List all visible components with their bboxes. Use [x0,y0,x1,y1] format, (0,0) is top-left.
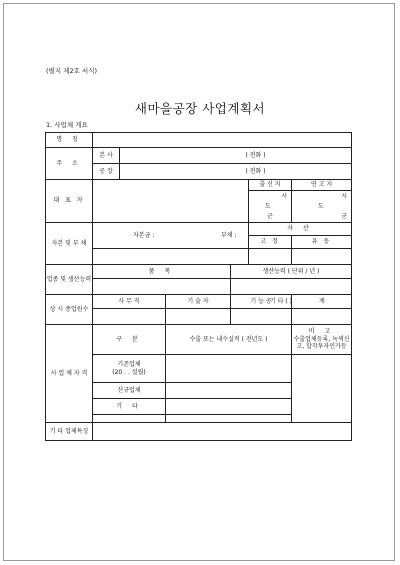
business-plan-form [45,132,352,441]
birthplace-field[interactable] [249,191,292,223]
note-field[interactable] [292,355,352,423]
hq-label: 본 사 [93,148,120,164]
name-field[interactable] [93,133,352,148]
factory-address-field[interactable] [120,164,352,180]
current-assets-label: 유 동 [292,236,352,249]
spacer-field [166,415,292,423]
total-label: 계 [319,298,325,305]
item-label: 품 목 [93,265,231,279]
annex-note: (별지 제2호 서식) [46,67,98,75]
note-sub-label: 수출업체등록, 녹색신고, 합작투자인가등 [293,335,350,351]
item-field[interactable] [93,279,231,295]
representative-label: 대 표 자 [46,180,93,223]
fixed-assets-label: 고 정 [249,236,292,249]
note-label: 비 고 [308,328,335,336]
new-business-label: 신규업체 [93,383,166,399]
hometown-label: 연 고 지 [292,180,352,191]
new-business-field[interactable] [166,383,292,399]
factory-label: 공 장 [93,164,120,180]
capital-debt-value-field[interactable] [93,249,249,265]
other-total-label-cell [270,295,352,309]
existing-export-field[interactable] [166,355,292,383]
capacity-field[interactable] [231,279,352,295]
engineer-field[interactable] [166,309,231,325]
hometown-gun: 군 [341,213,348,220]
assets-label: 자 산 [249,223,352,236]
industry-label: 업종 및 생산능력 [46,265,93,295]
export-label: 수출 또는 내수실적 ( 전년도 ) [166,325,292,355]
hometown-si: 시 [341,193,348,200]
skilled-worker-field[interactable] [231,309,292,325]
section-heading: 1. 사업체 개요 [46,121,88,129]
skilled-worker-label: 기 능 공 [231,295,292,309]
qualification-label: 사 업 체 자 격 [46,325,93,423]
capital-sub-label: 자본금 : [133,232,155,239]
capital-debt-field[interactable] [93,223,249,249]
existing-business-label-cell [93,355,166,383]
office-staff-label: 사 무 직 [93,295,166,309]
category-label: 구 분 [93,325,166,355]
hq-phone-hint: ( 전화 ) [245,151,266,159]
address-label: 주 소 [46,148,93,180]
total-field[interactable] [292,309,352,325]
hometown-do: 도 [318,203,324,210]
capacity-label: 생산능력 ( 단위 / 년 ) [231,265,352,279]
current-assets-field[interactable] [292,249,352,265]
existing-business-label: 기존업체 [117,361,141,368]
staff-label: 상 시 종업원수 [46,295,93,325]
extra-features-label: 기 타 업체특징 [46,423,93,441]
engineer-label: 기 술 자 [166,295,231,309]
birthplace-gun: 군 [267,213,273,220]
note-label-cell [292,325,352,355]
name-label: 명 칭 [46,133,93,148]
spacer-cell [93,415,166,423]
representative-field[interactable] [93,180,249,223]
office-staff-field[interactable] [93,309,166,325]
other-business-label: 기 타 [93,399,166,415]
factory-phone-hint: ( 전화 ) [245,167,266,175]
other-staff-label: 기 타 ( ) [270,298,292,305]
extra-features-field[interactable] [93,423,352,441]
fixed-assets-field[interactable] [249,249,292,265]
birthplace-label: 출 신 지 [249,180,292,191]
birthplace-si: 시 [281,193,287,200]
birthplace-do: 도 [265,203,271,210]
capital-debt-label: 자본 및 부 채 [46,223,93,265]
hq-address-field[interactable] [120,148,352,164]
form-title: 새마을공장 사업계획서 [134,101,266,116]
debt-sub-label: 부채 : [221,232,237,239]
other-business-field[interactable] [166,399,292,415]
hometown-field[interactable] [292,191,352,223]
founded-hint: (20 . . 설립) [112,368,146,376]
